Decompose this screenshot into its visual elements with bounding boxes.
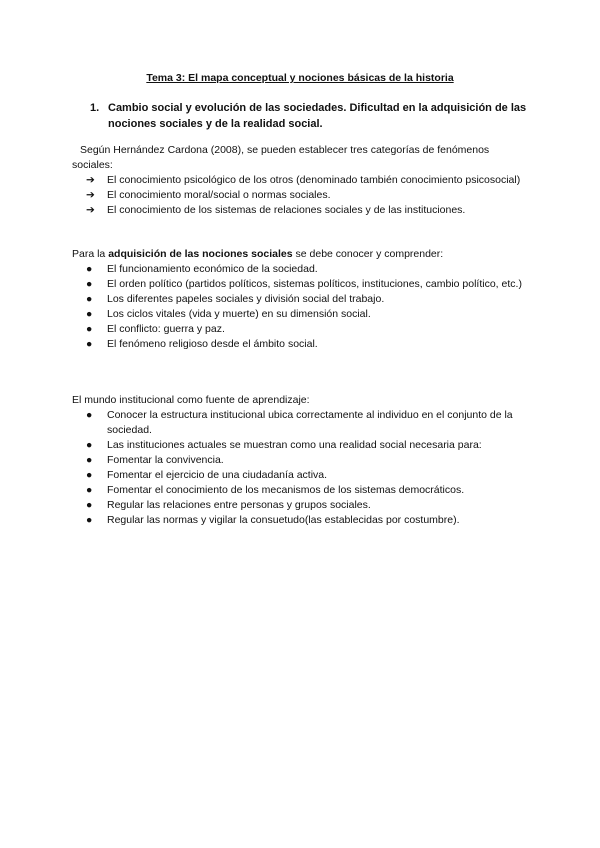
- bullet-icon: ●: [86, 338, 93, 350]
- list-item: ● Regular las normas y vigilar la consuetudo(las establecidas por costumbre).: [86, 514, 460, 526]
- bullet-icon: ●: [86, 499, 93, 511]
- bullet-icon: ●: [86, 293, 93, 305]
- list-item: ● Los ciclos vitales (vida y muerte) en su dimensión social.: [86, 308, 371, 320]
- bullet-icon: ●: [86, 484, 93, 496]
- section-number: 1.: [90, 102, 100, 114]
- acquisition-block: [72, 247, 532, 352]
- list-item: ● Fomentar el ejercicio de una ciudadanía activa.: [86, 469, 328, 481]
- acquisition-intro-bold: adquisición de las nociones sociales: [108, 248, 293, 260]
- bullet-icon: ●: [86, 409, 93, 421]
- institutional-block: [72, 393, 532, 528]
- list-item: ● Fomentar la convivencia.: [86, 454, 224, 466]
- list-item: ● Fomentar el conocimiento de los mecanismos de los sistemas democráticos.: [86, 484, 465, 496]
- institutional-intro: El mundo institucional como fuente de aprendizaje:: [72, 394, 310, 406]
- list-item: ➔ El conocimiento de los sistemas de relaciones sociales y de las instituciones.: [86, 204, 466, 216]
- categories-intro: Según Hernández Cardona (2008), se pueden establecer tres categorías de fenómenos sociales:: [72, 144, 490, 171]
- list-item: ➔ El conocimiento moral/social o normas sociales.: [86, 189, 331, 201]
- acquisition-list: [72, 262, 532, 352]
- bullet-icon: ●: [86, 514, 93, 526]
- bullet-icon: ●: [86, 454, 93, 466]
- list-item: ● Regular las relaciones entre personas y grupos sociales.: [86, 499, 371, 511]
- institutional-list: [72, 408, 532, 528]
- list-item: ● El conflicto: guerra y paz.: [86, 323, 225, 335]
- bullet-icon: ●: [86, 323, 93, 335]
- document-title: Tema 3: El mapa conceptual y nociones básicas de la historia: [146, 72, 454, 84]
- arrow-icon: ➔: [86, 174, 95, 186]
- list-item: ● El orden político (partidos políticos, sistemas políticos, instituciones, cambio político, etc.): [86, 278, 522, 290]
- list-item: ● Las instituciones actuales se muestran como una realidad social necesaria para:: [86, 439, 482, 451]
- bullet-icon: ●: [86, 308, 93, 320]
- bullet-icon: ●: [86, 439, 93, 451]
- list-item: ● El fenómeno religioso desde el ámbito social.: [86, 338, 318, 350]
- categories-block: [72, 143, 532, 218]
- list-item: ● Los diferentes papeles sociales y división social del trabajo.: [86, 293, 385, 305]
- bullet-icon: ●: [86, 469, 93, 481]
- section-heading-text: Cambio social y evolución de las sociedades. Dificultad en la adquisición de las nociones sociales y de la realidad social.: [108, 102, 527, 130]
- categories-list: [72, 173, 532, 218]
- list-item: ● Conocer la estructura institucional ubica correctamente al individuo en el conjunto de la sociedad.: [86, 409, 513, 436]
- acquisition-intro: Para la adquisición de las nociones sociales se debe conocer y comprender:: [72, 248, 444, 260]
- list-item: ● El funcionamiento económico de la sociedad.: [86, 263, 318, 275]
- bullet-icon: ●: [86, 278, 93, 290]
- bullet-icon: ●: [86, 263, 93, 275]
- arrow-icon: ➔: [86, 189, 95, 201]
- section-heading: [90, 100, 530, 132]
- arrow-icon: ➔: [86, 204, 95, 216]
- list-item: ➔ El conocimiento psicológico de los otros (denominado también conocimiento psicosocial): [86, 174, 521, 186]
